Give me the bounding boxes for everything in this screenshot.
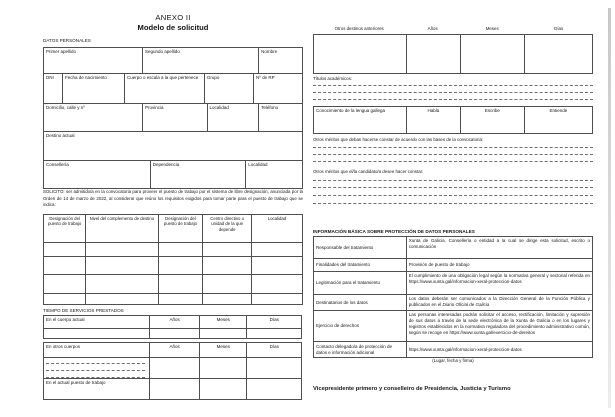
localidad2-cell: Localidad: [245, 161, 302, 188]
left-column: [43, 0, 303, 417]
titulos-academicos-label: Títulos académicos:: [313, 76, 353, 81]
table-row: [314, 271, 592, 294]
dotted-rows: [44, 357, 301, 378]
dotted-writing-line: [313, 195, 593, 196]
empty-cell: [202, 257, 251, 274]
section-datos-personales-label: DATOS PERSONALES: [43, 38, 91, 43]
empty-cell: [44, 294, 85, 304]
nombre-cell: Nombre: [258, 48, 302, 73]
proteccion-datos-title: INFORMACIÓN BÁSICA SOBRE PROTECCIÓN DE DATOS PERSONALES: [313, 229, 475, 234]
proteccion-row-value: [406, 295, 592, 310]
proteccion-row-label: Finalidades del tratamiento: [316, 262, 371, 268]
solicito-paragraph: SOLICITO: ser admitido/a en la convocatoria para proveer el puesto de trabajo por el sistema de libre designación, anunciada por la Orden de 14 de marzo de 2022, al considerar que reúno los requisitos exigidos para tomar parte para el puesto de trabajo que se indica:: [43, 189, 303, 208]
empty-cell: [44, 329, 149, 338]
proteccion-row-label: Responsable del tratamiento: [316, 244, 374, 250]
empty-cell: [149, 379, 199, 399]
title-anexo: ANEXO II: [155, 13, 191, 22]
table-row: [314, 341, 592, 357]
otros-destinos-label: Otros destinos anteriores: [334, 26, 384, 31]
dotted-writing-line: [46, 370, 145, 371]
table-row: [314, 294, 592, 310]
table-row: [44, 103, 302, 131]
dotted-writing-line: [313, 161, 593, 162]
empty-cell: [251, 275, 302, 293]
empty-cell: [44, 257, 85, 274]
table-row: [314, 258, 592, 271]
empty-cell: [199, 329, 247, 338]
right-column: [313, 0, 595, 417]
otros-meritos-convocatoria-label: Otros méritos que deban hacerse constar de acuerdo con las bases de la convocatoria:: [313, 137, 484, 142]
proteccion-row-value-text: Los datos deberán ser comunicados a la Dirección General de la Función Pública y publicados en el: [408, 296, 590, 307]
conselleria-cell: Consellería: [46, 162, 69, 167]
puesto-solicitado-table: [43, 214, 303, 305]
empty-cell: [246, 329, 300, 338]
table-row: [314, 310, 592, 341]
proteccion-row-value: Xunta de Galicia. Consellería o entidad a la cual se dirige esta solicitud, escrito o comunicación: [406, 237, 592, 258]
header-nivel-complemento: Nivel del complemento de destino: [85, 215, 157, 242]
fecha-nacimiento-cell: Fecha de nacimiento: [62, 74, 124, 103]
dias-header: Días: [246, 316, 300, 328]
table-header-row: [314, 107, 592, 133]
proteccion-row-label: Destinatarios de los datos: [316, 299, 368, 305]
entiende-header: Entiende: [524, 107, 592, 133]
form-title: [43, 13, 303, 32]
dotted-writing-line: [46, 363, 145, 364]
empty-cell: [158, 257, 203, 274]
empty-cell: [460, 35, 524, 73]
empty-cell: [251, 257, 302, 274]
table-header-row: [44, 316, 301, 328]
tiempo-cuerpo-actual-table: [43, 315, 302, 339]
table-header-row: [44, 215, 302, 242]
provincia-cell: Provincia: [142, 104, 207, 131]
empty-cell: [44, 275, 85, 293]
otros-meritos-candidato-label: Otros méritos que el/la candidato/a desee hacer constar:: [313, 169, 424, 174]
otros-destinos-header-row: [313, 26, 593, 31]
empty-cell: [149, 358, 199, 378]
lugar-fecha-firma-label: (Lugar, fecha y firma): [432, 358, 474, 363]
proteccion-row-value: Las personas interesadas podrán solicitar el acceso, rectificación, limitación y supresión de sus datos a través de la sede electrónica de la Xunta de Galicia o en los lugares y registros establecidos en la normativa reguladora del procedimiento administrativo común, según se recoge en https://www.xunta.gal/exercicio-de-dereitos: [406, 311, 592, 341]
empty-cell: [202, 275, 251, 293]
dotted-writing-line: [313, 147, 593, 148]
domicilio-cell: Domicilio, calle y nº: [46, 105, 85, 110]
empty-row: [44, 256, 302, 274]
dotted-writing-line: [313, 92, 593, 93]
lengua-gallega-table: [313, 106, 593, 134]
dependencia-cell: Dependencia: [150, 161, 245, 188]
empty-cell: [251, 294, 302, 304]
dotted-writing-line: [313, 99, 593, 100]
table-row: [44, 160, 302, 188]
dotted-writing-line: [313, 187, 593, 188]
proteccion-row-value: Provisión de puesto de trabajo: [406, 259, 592, 271]
table-row: [314, 237, 592, 258]
empty-cell: [251, 243, 302, 256]
section-tiempo-servicios-label: TIEMPO DE SERVICIOS PRESTADOS: [43, 308, 124, 313]
dni-cell: DNI: [46, 75, 54, 80]
primer-apellido-cell: Primer apellido: [46, 49, 77, 54]
dias-header: Días: [554, 26, 564, 31]
en-otros-cuerpos-cell: En otros cuerpos: [46, 344, 81, 349]
dias-header: Días: [246, 343, 300, 357]
proteccion-row-label: Ejercicio de derechos: [316, 323, 360, 329]
localidad-cell: Localidad: [207, 104, 259, 131]
anos-header: Años: [149, 316, 199, 328]
footer-cargo: Vicepresidente primero y conselleiro de Presidencia, Justicia y Turismo: [313, 386, 511, 392]
en-actual-puesto-cell: En el actual puesto de trabajo: [46, 380, 106, 385]
table-row: [44, 131, 302, 160]
destino-actual-cell: Destino actual: [46, 133, 75, 138]
table-header-row: [44, 343, 301, 357]
proteccion-row-value: https://www.xunta.gal/informacion-xeral-proteccion-datos: [406, 342, 592, 357]
table-row: [44, 73, 302, 103]
proteccion-datos-table: [313, 236, 593, 358]
empty-row: [44, 328, 301, 338]
dotted-writing-line: [313, 154, 593, 155]
header-designacion-puesto: Designación del puesto de trabajo: [48, 216, 82, 227]
numero-rp-cell: Nº de RP: [253, 74, 302, 103]
habla-header: Habla: [406, 107, 460, 133]
empty-row: [314, 35, 592, 73]
proteccion-row-label: Contacto delegado/a de protección de datos e información adicional: [316, 343, 393, 355]
empty-cell: [524, 35, 592, 73]
empty-cell: [85, 294, 157, 304]
dotted-writing-line: [313, 203, 593, 204]
proteccion-row-value: El cumplimiento de una obligación legal según la normativa general y sectorial referida en https://www.xunta.gal/informacion-xeral-proteccion-datos: [406, 272, 592, 294]
header-centro-directivo: Centro directivo o unidad de la que depende: [202, 215, 251, 242]
empty-cell: [158, 275, 203, 293]
meses-header: Meses: [199, 316, 247, 328]
dotted-writing-line: [46, 377, 145, 378]
dotted-writing-line: [313, 180, 593, 181]
empty-cell: [199, 358, 247, 378]
empty-cell: [406, 35, 460, 73]
empty-cell: [158, 243, 203, 256]
lengua-gallega-label-cell: Conocimiento de la lengua gallega: [316, 108, 386, 113]
empty-cell: [246, 379, 300, 399]
empty-cell: [246, 358, 300, 378]
escribe-header: Escribe: [460, 107, 524, 133]
header-localidad: Localidad: [251, 215, 302, 242]
empty-cell: [85, 243, 157, 256]
grupo-cell: Grupo: [204, 74, 253, 103]
cuerpo-escala-cell: Cuerpo o escala a la que pertenece: [124, 74, 204, 103]
empty-cell: [202, 243, 251, 256]
empty-cell: [44, 243, 85, 256]
otros-cuerpos-writein-cell: [44, 358, 149, 378]
dotted-writing-line: [313, 85, 593, 86]
header-designacion-puesto-2: Designación del puesto de trabajo: [158, 215, 203, 242]
empty-cell: [199, 379, 247, 399]
meses-header: Meses: [199, 343, 247, 357]
otros-destinos-table: [313, 34, 593, 74]
empty-cell: [85, 275, 157, 293]
meses-header: Meses: [485, 26, 499, 31]
empty-cell: [149, 329, 199, 338]
segundo-apellido-cell: Segundo apellido: [142, 48, 258, 73]
diario-oficial-italic: Diario Oficial de Galicia: [442, 301, 490, 307]
scan-edge-artifact: [608, 8, 611, 408]
empty-cell: [85, 257, 157, 274]
title-modelo: Modelo de solicitud: [137, 23, 209, 32]
empty-cell: [314, 35, 406, 73]
anos-header: Años: [149, 343, 199, 357]
anos-header: Años: [427, 26, 438, 31]
telefono-cell: Teléfono: [258, 104, 302, 131]
empty-row: [44, 293, 302, 304]
datos-personales-table: [43, 47, 303, 189]
empty-cell: [158, 294, 203, 304]
table-row: [44, 48, 302, 73]
empty-row: [44, 274, 302, 293]
proteccion-row-label: Legitimación para el tratamiento: [316, 280, 381, 286]
empty-row: [44, 242, 302, 256]
en-cuerpo-actual-cell: En el cuerpo actual: [46, 317, 85, 322]
tiempo-otros-cuerpos-table: [43, 342, 302, 400]
table-row: [44, 378, 301, 399]
empty-cell: [202, 294, 251, 304]
